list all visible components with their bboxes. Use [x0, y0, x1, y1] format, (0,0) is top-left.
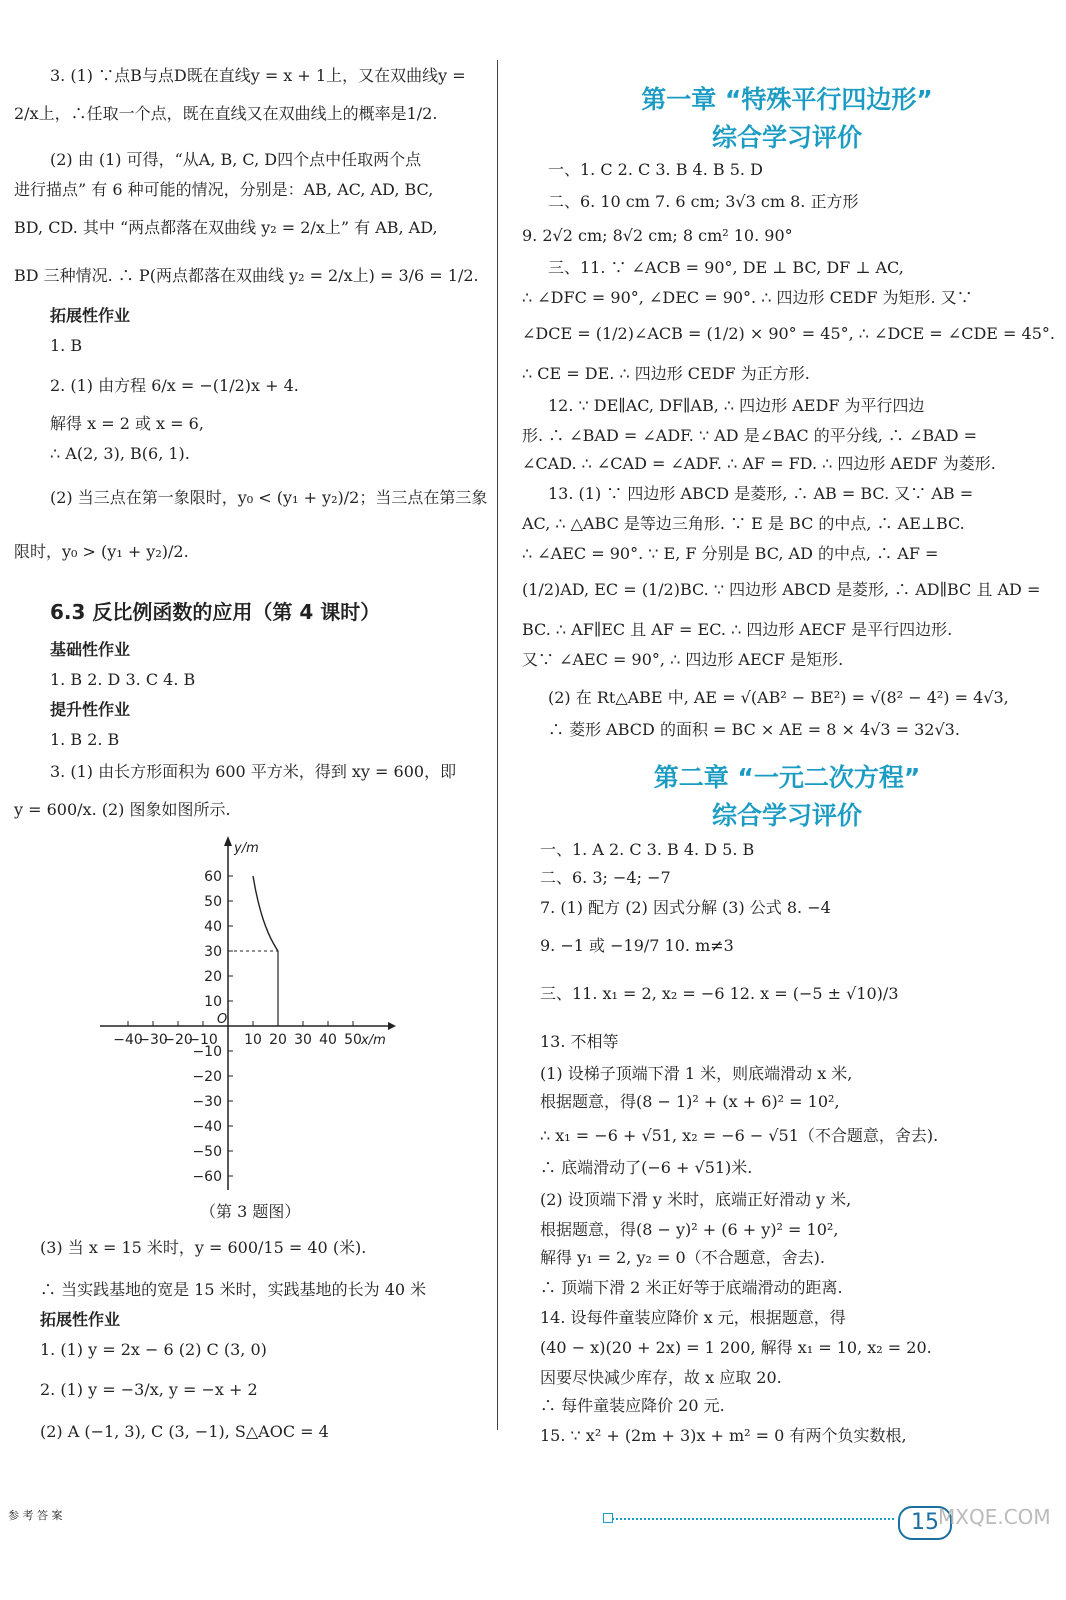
chapter1-subtitle: 综合学习评价	[711, 123, 862, 152]
text-line: 1. B	[50, 336, 83, 355]
text-line: 2/x上，∴任取一个点，既在直线又在双曲线上的概率是1/2.	[14, 104, 438, 123]
y-tick-label: −20	[192, 1069, 222, 1085]
x-tick-label: 30	[294, 1032, 312, 1048]
text-line: 二、6. 3; −4; −7	[540, 868, 671, 887]
y-tick-label: −60	[192, 1169, 222, 1185]
text-line: 9. 2√2 cm; 8√2 cm; 8 cm² 10. 90°	[522, 226, 793, 245]
text-line: BD, CD. 其中 “两点都落在双曲线 y₂ = 2/x上” 有 AB, AD,	[14, 218, 438, 237]
y-tick-label: 40	[204, 919, 222, 935]
text-line: ∴ 底端滑动了(−6 + √51)米.	[540, 1158, 753, 1177]
text-line: 二、6. 10 cm 7. 6 cm; 3√3 cm 8. 正方形	[548, 192, 859, 211]
text-line: (2) 设顶端下滑 y 米时，底端正好滑动 y 米,	[540, 1190, 852, 1209]
x-axis-label: x/m	[361, 1033, 386, 1048]
page-number: 15	[898, 1506, 952, 1540]
y-tick-label: 60	[204, 869, 222, 885]
text-line: ∠CAD. ∴ ∠CAD = ∠ADF. ∴ AF = FD. ∴ 四边形 AEDF 为菱形.	[522, 454, 996, 473]
text-line: 9. −1 或 −19/7 10. m≠3	[540, 936, 734, 955]
text-line: (1/2)AD, EC = (1/2)BC. ∵ 四边形 ABCD 是菱形, ∴ AD∥BC 且 AD =	[522, 580, 1041, 599]
text-line: (1) 设梯子顶端下滑 1 米，则底端滑动 x 米,	[540, 1064, 853, 1083]
text-line: 解得 x = 2 或 x = 6,	[50, 414, 204, 433]
text-line: 一、1. C 2. C 3. B 4. B 5. D	[548, 160, 763, 179]
text-line: (40 − x)(20 + 2x) = 1 200, 解得 x₁ = 10, x₂ = 20.	[540, 1338, 932, 1357]
text-line: ∴ ∠DFC = 90°, ∠DEC = 90°. ∴ 四边形 CEDF 为矩形. 又∵	[522, 288, 973, 307]
chapter1-title: 第一章 “特殊平行四边形”	[641, 85, 933, 114]
watermark: MXQE.COM	[938, 1505, 1051, 1529]
y-tick-label: 10	[204, 994, 222, 1010]
x-tick-label: 10	[244, 1032, 262, 1048]
text-line: ∴ A(2, 3), B(6, 1).	[50, 444, 190, 463]
text-line: ∴ 顶端下滑 2 米正好等于底端滑动的距离.	[540, 1278, 843, 1297]
text-line: 1. (1) y = 2x − 6 (2) C (3, 0)	[40, 1340, 267, 1359]
text-line: (3) 当 x = 15 米时，y = 600/15 = 40 (米).	[40, 1238, 367, 1257]
figure-caption: （第 3 题图）	[200, 1202, 301, 1221]
text-line: ∠DCE = (1/2)∠ACB = (1/2) × 90° = 45°, ∴ ∠DCE = ∠CDE = 45°.	[522, 324, 1055, 343]
chapter2-title: 第二章 “一元二次方程”	[653, 763, 921, 792]
text-line: ∴ 当实践基地的宽是 15 米时，实践基地的长为 40 米	[40, 1280, 427, 1299]
x-tick-label: −40	[113, 1032, 143, 1048]
improve-homework-title: 提升性作业	[50, 700, 131, 719]
text-line: 7. (1) 配方 (2) 因式分解 (3) 公式 8. −4	[540, 898, 831, 917]
text-line: 14. 设每件童装应降价 x 元，根据题意，得	[540, 1308, 846, 1327]
text-line: BD 三种情况. ∴ P(两点都落在双曲线 y₂ = 2/x上) = 3/6 = 1/2.	[14, 266, 479, 285]
text-line: 形. ∴ ∠BAD = ∠ADF. ∵ AD 是∠BAC 的平分线, ∴ ∠BAD =	[522, 426, 978, 445]
y-axis-arrow	[224, 836, 232, 846]
text-line: 12. ∵ DE∥AC, DF∥AB, ∴ 四边形 AEDF 为平行四边	[548, 396, 925, 415]
inverse-function-graph	[96, 834, 396, 1194]
text-line: 13. (1) ∵ 四边形 ABCD 是菱形, ∴ AB = BC. 又∵ AB =	[548, 484, 974, 503]
text-line: 三、11. ∵ ∠ACB = 90°, DE ⊥ BC, DF ⊥ AC,	[548, 258, 904, 277]
text-line: 又∵ ∠AEC = 90°, ∴ 四边形 AECF 是矩形.	[522, 650, 844, 669]
improve-answers: 1. B 2. B	[50, 730, 120, 749]
section-title: 6.3 反比例函数的应用（第 4 课时）	[50, 600, 381, 624]
text-line: 根据题意，得(8 − y)² + (6 + y)² = 10²,	[540, 1220, 839, 1239]
text-line: ∴ 菱形 ABCD 的面积 = BC × AE = 8 × 4√3 = 32√3.	[548, 720, 960, 739]
text-line: BC. ∴ AF∥EC 且 AF = EC. ∴ 四边形 AECF 是平行四边形.	[522, 620, 953, 639]
curve-series	[253, 876, 278, 951]
y-tick-label: −10	[192, 1044, 222, 1060]
column-divider	[497, 60, 498, 1430]
text-line: 2. (1) 由方程 6/x = −(1/2)x + 4.	[50, 376, 299, 395]
text-line: 3. (1) ∵点B与点D既在直线y = x + 1上，又在双曲线y =	[50, 66, 466, 85]
basic-answers: 1. B 2. D 3. C 4. B	[50, 670, 196, 689]
y-axis-label: y/m	[234, 841, 259, 856]
text-line: (2) 在 Rt△ABE 中, AE = √(AB² − BE²) = √(8² − 4²) = 4√3,	[548, 688, 1009, 707]
basic-homework-title: 基础性作业	[50, 640, 131, 659]
text-line: (2) A (−1, 3), C (3, −1), S△AOC = 4	[40, 1422, 329, 1441]
y-tick-label: −30	[192, 1094, 222, 1110]
y-tick-label: −50	[192, 1144, 222, 1160]
x-tick-label: 20	[269, 1032, 287, 1048]
chapter2-subtitle: 综合学习评价	[711, 801, 862, 830]
text-line: ∴ x₁ = −6 + √51, x₂ = −6 − √51（不合题意，舍去).	[540, 1126, 939, 1145]
x-tick-label: −20	[163, 1032, 193, 1048]
origin-label: O	[217, 1012, 228, 1027]
text-line: AC, ∴ △ABC 是等边三角形. ∵ E 是 BC 的中点, ∴ AE⊥BC.	[522, 514, 965, 533]
text-line: (2) 由 (1) 可得，“从A, B, C, D四个点中任取两个点	[50, 150, 422, 169]
text-line: 解得 y₁ = 2, y₂ = 0（不合题意，舍去).	[540, 1248, 826, 1267]
text-line: 限时，y₀ > (y₁ + y₂)/2.	[14, 542, 189, 561]
x-tick-label: −10	[188, 1032, 218, 1048]
y-tick-label: 20	[204, 969, 222, 985]
text-line: ∴ CE = DE. ∴ 四边形 CEDF 为正方形.	[522, 364, 810, 383]
text-line: 3. (1) 由长方形面积为 600 平方米，得到 xy = 600，即	[50, 762, 457, 781]
footer-dotted-rule	[612, 1518, 894, 1520]
text-line: 一、1. A 2. C 3. B 4. D 5. B	[540, 840, 755, 859]
text-line: 因要尽快减少库存，故 x 应取 20.	[540, 1368, 782, 1387]
y-tick-label: 30	[204, 944, 222, 960]
text-line: (2) 当三点在第一象限时，y₀ < (y₁ + y₂)/2；当三点在第三象	[50, 488, 488, 507]
extension-homework-title: 拓展性作业	[50, 306, 131, 325]
footer-label: 参 考 答 案	[8, 1509, 63, 1522]
text-line: 13. 不相等	[540, 1032, 619, 1051]
extension-homework-title: 拓展性作业	[40, 1310, 121, 1329]
y-tick-label: −40	[192, 1119, 222, 1135]
text-line: ∴ 每件童装应降价 20 元.	[540, 1396, 725, 1415]
text-line: 进行描点” 有 6 种可能的情况，分别是：AB, AC, AD, BC,	[14, 180, 434, 199]
text-line: 根据题意，得(8 − 1)² + (x + 6)² = 10²,	[540, 1092, 840, 1111]
x-tick-label: 50	[344, 1032, 362, 1048]
x-tick-label: −30	[138, 1032, 168, 1048]
text-line: 三、11. x₁ = 2, x₂ = −6 12. x = (−5 ± √10)/3	[540, 984, 899, 1003]
text-line: 2. (1) y = −3/x, y = −x + 2	[40, 1380, 258, 1399]
x-axis-arrow	[388, 1022, 396, 1030]
text-line: y = 600/x. (2) 图象如图所示.	[14, 800, 231, 819]
x-tick-label: 40	[319, 1032, 337, 1048]
text-line: ∴ ∠AEC = 90°. ∵ E, F 分别是 BC, AD 的中点, ∴ AF =	[522, 544, 939, 563]
y-tick-label: 50	[204, 894, 222, 910]
text-line: 15. ∵ x² + (2m + 3)x + m² = 0 有两个负实数根,	[540, 1426, 907, 1445]
